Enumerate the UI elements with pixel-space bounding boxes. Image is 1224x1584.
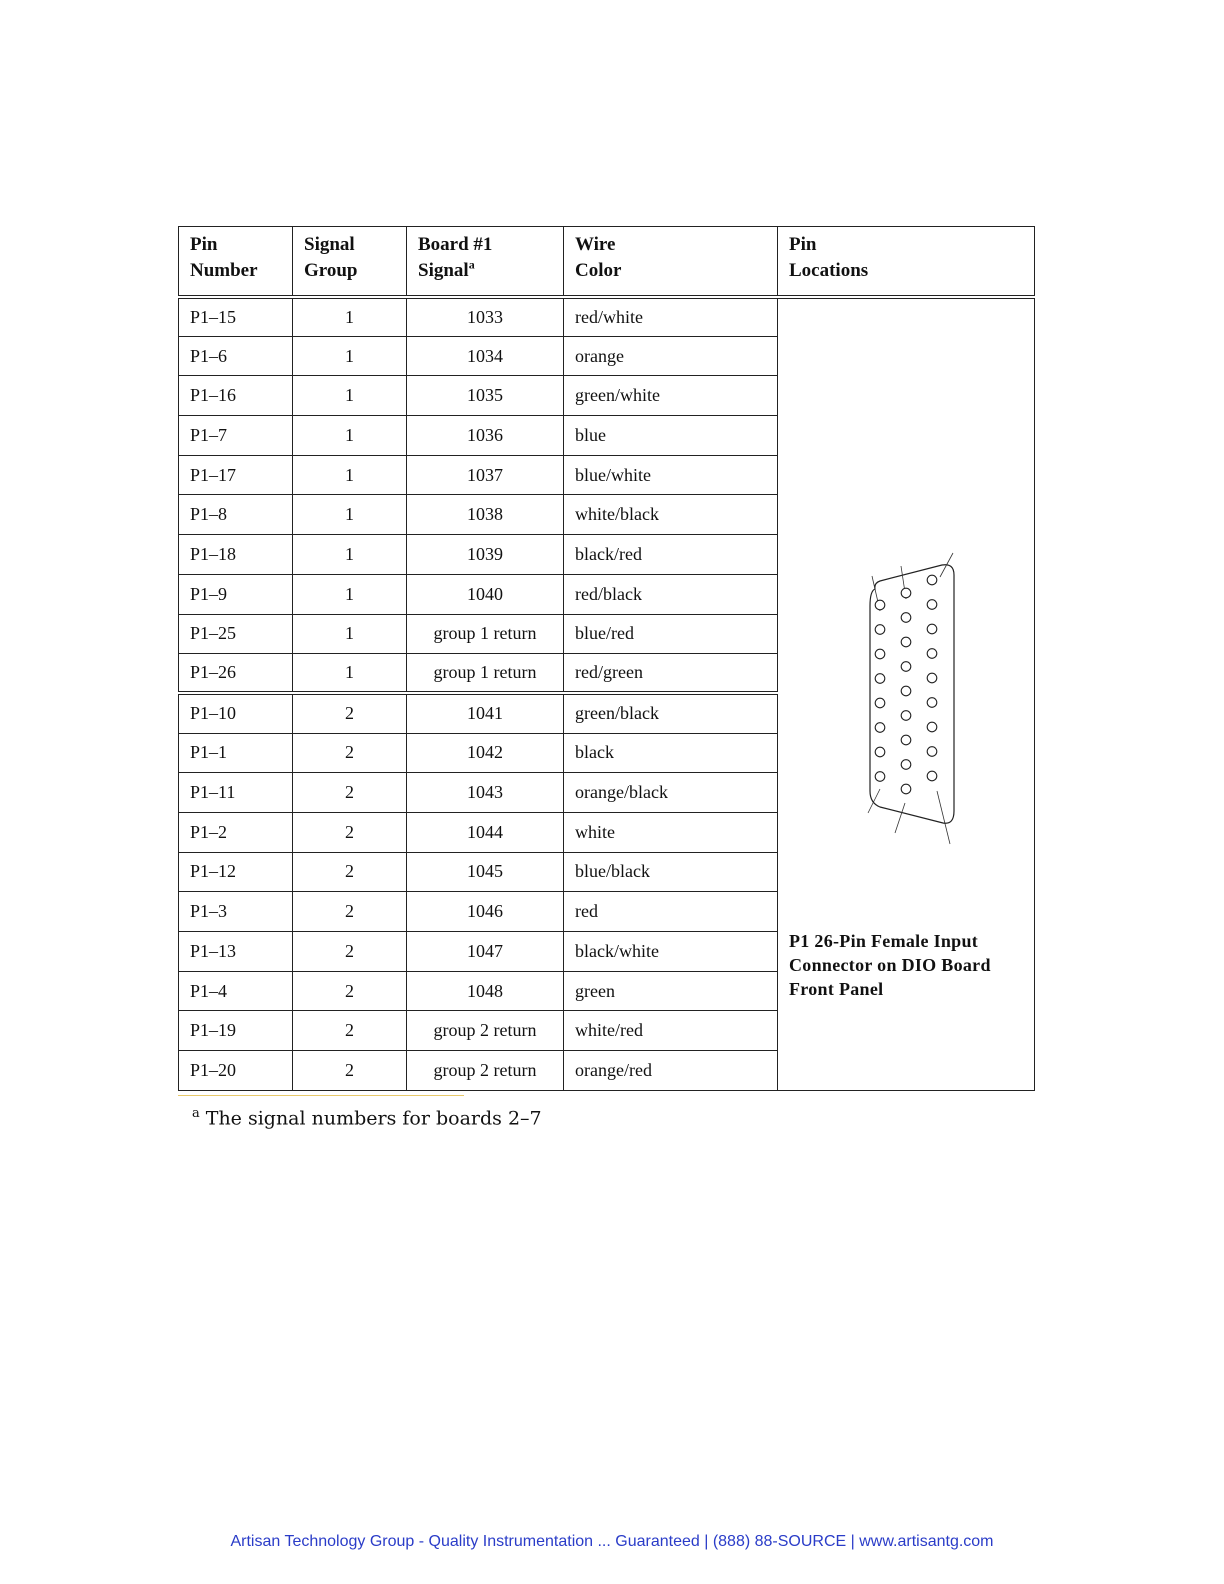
signal-cell: 1035 [407,376,564,416]
pin-cell: P1–7 [179,416,293,456]
pin-cell: P1–16 [179,376,293,416]
pin-cell: P1–3 [179,892,293,932]
pin-assignment-table [178,226,1035,1091]
color-cell: green/white [564,376,778,416]
color-cell: orange/black [564,773,778,813]
color-cell: red/white [564,297,778,337]
pin-cell: P1–15 [179,297,293,337]
header-wire-color: Wire Color [564,227,778,297]
signal-cell: group 2 return [407,1051,564,1091]
group-cell: 2 [293,812,407,852]
pin-hole [875,600,885,610]
color-cell: green [564,971,778,1011]
pin-hole [927,575,937,585]
pin-hole [875,649,885,659]
table-row [179,297,1035,337]
pin-hole [901,710,911,720]
signal-cell: 1041 [407,693,564,733]
pin-hole [927,746,937,756]
color-cell: blue/red [564,614,778,654]
header-signal-group: Signal Group [293,227,407,297]
pin-hole [901,759,911,769]
pin-hole [875,771,885,781]
pin-hole [875,698,885,708]
signal-cell: 1045 [407,852,564,892]
pin-cell: P1–4 [179,971,293,1011]
pin-hole [927,673,937,683]
footnote-rule [178,1095,464,1096]
signal-cell: 1046 [407,892,564,932]
pin-hole [927,599,937,609]
color-cell: black/red [564,535,778,575]
color-cell: blue [564,416,778,456]
pin-hole [927,697,937,707]
signal-cell: 1048 [407,971,564,1011]
group-cell: 2 [293,1011,407,1051]
signal-cell: 1043 [407,773,564,813]
header-pin-locations: Pin Locations [778,227,1035,297]
pin-hole [901,637,911,647]
color-cell: blue/white [564,455,778,495]
group-cell: 1 [293,455,407,495]
color-cell: red/green [564,654,778,694]
pin-cell: P1–9 [179,574,293,614]
pin-hole [901,588,911,598]
signal-cell: 1042 [407,733,564,773]
signal-cell: 1044 [407,812,564,852]
pin-hole [901,661,911,671]
color-cell: green/black [564,693,778,733]
signal-cell: 1037 [407,455,564,495]
pin-hole [927,648,937,658]
color-cell: white/red [564,1011,778,1051]
signal-cell: 1036 [407,416,564,456]
signal-cell: group 1 return [407,614,564,654]
color-cell: blue/black [564,852,778,892]
group-cell: 1 [293,336,407,376]
connector-pin-diagram [858,551,968,851]
leader-line [895,803,905,833]
leader-line [937,791,950,844]
group-cell: 1 [293,614,407,654]
pin-cell: P1–20 [179,1051,293,1091]
signal-cell: 1038 [407,495,564,535]
pin-hole [875,747,885,757]
group-cell: 1 [293,574,407,614]
group-cell: 2 [293,971,407,1011]
group-cell: 2 [293,693,407,733]
group-cell: 1 [293,416,407,456]
footnote-text: The signal numbers for boards 2–7 [205,1107,542,1130]
pin-hole [927,771,937,781]
header-board-signal: Board #1 Signal$^a$ [407,227,564,297]
pin-locations-cell [778,297,1035,1091]
pin-cell: P1–11 [179,773,293,813]
header-row [179,227,1035,297]
pin-cell: P1–12 [179,852,293,892]
group-cell: 2 [293,1051,407,1091]
diagram-caption: P1 26-Pin Female Input Connector on DIO Board Front Panel [789,930,991,999]
color-cell: red [564,892,778,932]
footnote-ref: a [468,257,475,272]
pin-hole [875,722,885,732]
pin-cell: P1–13 [179,932,293,972]
pin-cell: P1–1 [179,733,293,773]
pin-hole [927,722,937,732]
pin-hole [927,624,937,634]
signal-cell: 1039 [407,535,564,575]
color-cell: orange [564,336,778,376]
pin-hole [901,612,911,622]
signal-cell: 1034 [407,336,564,376]
signal-cell: 1040 [407,574,564,614]
color-cell: white [564,812,778,852]
signal-cell: 1047 [407,932,564,972]
color-cell: white/black [564,495,778,535]
color-cell: black [564,733,778,773]
pin-hole [875,673,885,683]
pin-cell: P1–19 [179,1011,293,1051]
group-cell: 2 [293,773,407,813]
signal-cell: 1033 [407,297,564,337]
header-pin-number: Pin Number [179,227,293,297]
group-cell: 1 [293,654,407,694]
color-cell: black/white [564,932,778,972]
pin-hole [875,624,885,634]
footnote [192,1106,542,1129]
group-cell: 1 [293,495,407,535]
group-cell: 1 [293,376,407,416]
pin-cell: P1–6 [179,336,293,376]
pin-cell: P1–26 [179,654,293,694]
color-cell: red/black [564,574,778,614]
color-cell: orange/red [564,1051,778,1091]
pin-cell: P1–2 [179,812,293,852]
pin-hole [901,735,911,745]
footnote-mark: a [192,1106,200,1121]
pin-cell: P1–8 [179,495,293,535]
page-footer[interactable]: Artisan Technology Group - Quality Instrumentation ... Guaranteed | (888) 88-SOURCE | www.artisantg.com [230,1533,994,1550]
pin-cell: P1–18 [179,535,293,575]
group-cell: 2 [293,932,407,972]
group-cell: 2 [293,892,407,932]
pin-cell: P1–10 [179,693,293,733]
pin-hole [901,784,911,794]
group-cell: 1 [293,535,407,575]
pin-hole [901,686,911,696]
group-cell: 1 [293,297,407,337]
signal-cell: group 2 return [407,1011,564,1051]
pin-cell: P1–25 [179,614,293,654]
group-cell: 2 [293,733,407,773]
group-cell: 2 [293,852,407,892]
signal-cell: group 1 return [407,654,564,694]
pin-cell: P1–17 [179,455,293,495]
